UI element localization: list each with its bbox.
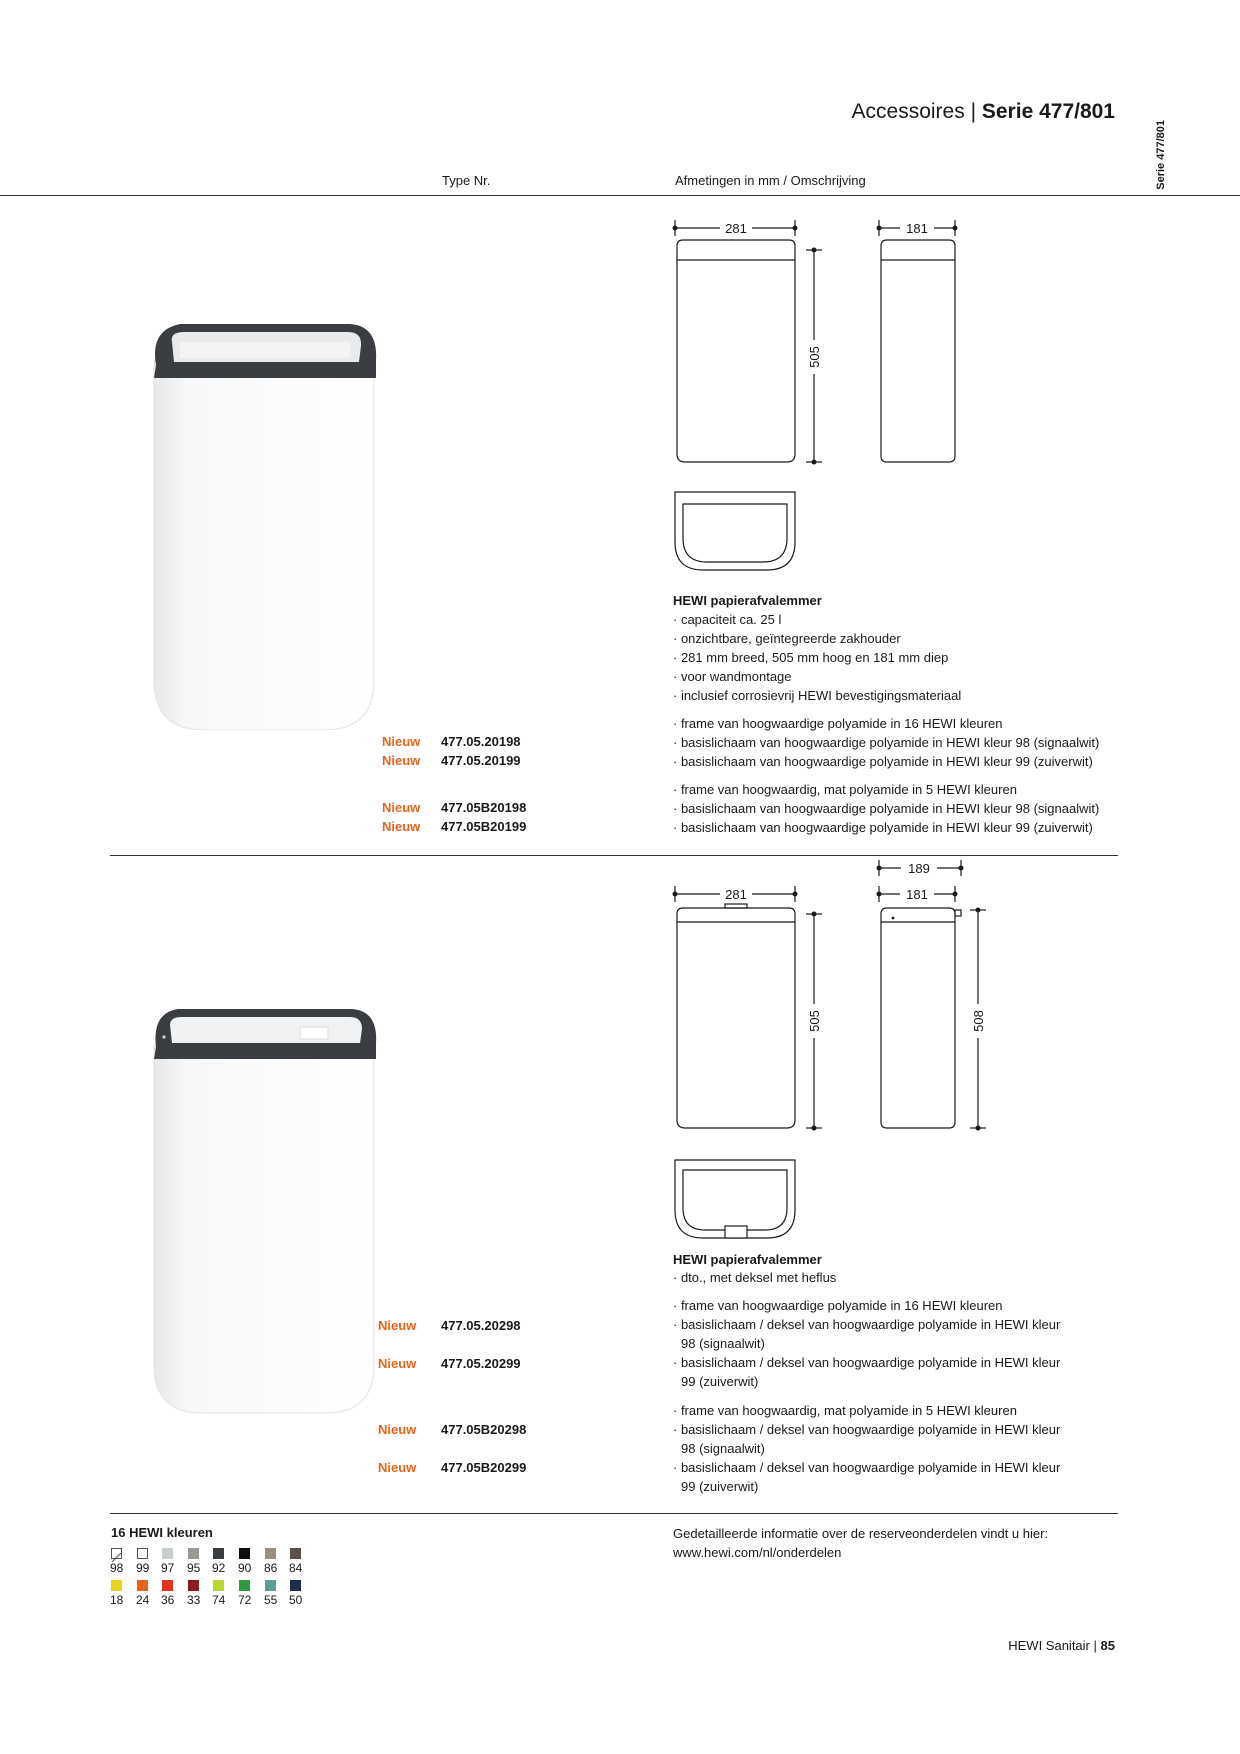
color-swatch (137, 1580, 148, 1591)
group-heading: · frame van hoogwaardig, mat polyamide in 5 HEWI kleuren (673, 782, 1017, 797)
header-series: Serie 477/801 (981, 100, 1115, 123)
color-number: 74 (212, 1593, 226, 1607)
type-number: 477.05B20298 (441, 1422, 527, 1437)
group-heading: · frame van hoogwaardige polyamide in 16 HEWI kleuren (673, 716, 1003, 731)
color-number: 72 (238, 1593, 252, 1607)
color-number: 92 (212, 1561, 226, 1575)
color-number: 50 (289, 1593, 303, 1607)
color-number: 99 (136, 1561, 150, 1575)
new-badge: Nieuw (378, 1356, 417, 1371)
color-swatch (265, 1548, 276, 1559)
item-description: 99 (zuiverwit) (681, 1479, 759, 1494)
item-description: · basislichaam / deksel van hoogwaardige polyamide in HEWI kleur (673, 1460, 1061, 1475)
product2-drawings (665, 858, 995, 1248)
feature-line: · onzichtbare, geïntegreerde zakhouder (673, 631, 901, 646)
p2-dim-height: 505 (807, 1010, 822, 1032)
item-description: · basislichaam / deksel van hoogwaardige polyamide in HEWI kleur (673, 1355, 1061, 1370)
column-header-type: Type Nr. (442, 173, 491, 188)
new-badge: Nieuw (378, 1460, 417, 1475)
colors-title: 16 HEWI kleuren (111, 1525, 213, 1540)
color-number: 98 (110, 1561, 124, 1575)
color-number: 90 (238, 1561, 252, 1575)
color-swatch (265, 1580, 276, 1591)
item-description: 98 (signaalwit) (681, 1336, 765, 1351)
header-category: Accessoires (851, 100, 965, 123)
color-number: 95 (187, 1561, 201, 1575)
product1-photo (150, 320, 380, 730)
footer-separator: | (1093, 1638, 1097, 1653)
color-swatch (111, 1580, 122, 1591)
column-header-dimensions: Afmetingen in mm / Omschrijving (675, 173, 866, 188)
p1-dim-depth: 181 (906, 221, 928, 236)
feature-line: · inclusief corrosievrij HEWI bevestigingsmateriaal (673, 688, 962, 703)
new-badge: Nieuw (382, 734, 421, 749)
header-separator: | (970, 100, 977, 123)
color-number: 36 (161, 1593, 175, 1607)
new-badge: Nieuw (378, 1422, 417, 1437)
color-swatch (239, 1580, 250, 1591)
color-swatch (290, 1580, 301, 1591)
new-badge: Nieuw (382, 819, 421, 834)
page-number: 85 (1100, 1638, 1115, 1653)
item-description: · basislichaam / deksel van hoogwaardige polyamide in HEWI kleur (673, 1422, 1061, 1437)
product2-title: HEWI papierafvalemmer (673, 1252, 822, 1267)
product1-drawings (665, 212, 975, 577)
header-rule (0, 195, 1240, 196)
p1-dim-height: 505 (807, 346, 822, 368)
color-swatch (111, 1548, 122, 1559)
footer-brand: HEWI Sanitair (1008, 1638, 1090, 1653)
side-tab: Serie 477/801 (1155, 120, 1167, 190)
item-description: 98 (signaalwit) (681, 1441, 765, 1456)
section-rule (110, 1513, 1118, 1514)
new-badge: Nieuw (378, 1318, 417, 1333)
color-number: 55 (264, 1593, 278, 1607)
info-text: Gedetailleerde informatie over de reserveonderdelen vindt u hier: (673, 1526, 1049, 1541)
spare-parts-info (673, 1524, 1048, 1562)
color-swatch (188, 1580, 199, 1591)
product1-features (673, 610, 961, 705)
item-description: · basislichaam / deksel van hoogwaardige polyamide in HEWI kleur (673, 1317, 1061, 1332)
page-footer (1008, 1638, 1115, 1653)
item-description: 99 (zuiverwit) (681, 1374, 759, 1389)
color-swatch (162, 1580, 173, 1591)
type-number: 477.05B20199 (441, 819, 527, 834)
item-description: · basislichaam van hoogwaardige polyamide in HEWI kleur 99 (zuiverwit) (673, 754, 1093, 769)
p2-dim-depth: 181 (906, 887, 928, 902)
item-description: · basislichaam van hoogwaardige polyamide in HEWI kleur 98 (signaalwit) (673, 801, 1100, 816)
color-swatch (213, 1548, 224, 1559)
product1-title: HEWI papierafvalemmer (673, 593, 822, 608)
color-swatch (239, 1548, 250, 1559)
color-swatch (290, 1548, 301, 1559)
item-description: · basislichaam van hoogwaardige polyamide in HEWI kleur 98 (signaalwit) (673, 735, 1100, 750)
p1-dim-width: 281 (725, 221, 747, 236)
color-swatch (213, 1580, 224, 1591)
page-header (852, 100, 1115, 124)
section-rule (110, 855, 1118, 856)
color-number: 86 (264, 1561, 278, 1575)
p2-dim-depth-lid: 189 (908, 861, 930, 876)
color-palette (111, 1548, 311, 1638)
feature-line: · capaciteit ca. 25 l (673, 612, 782, 627)
feature-line: · 281 mm breed, 505 mm hoog en 181 mm diep (673, 650, 949, 665)
color-swatch (137, 1548, 148, 1559)
group-heading: · frame van hoogwaardige polyamide in 16 HEWI kleuren (673, 1298, 1003, 1313)
item-description: · basislichaam van hoogwaardige polyamide in HEWI kleur 99 (zuiverwit) (673, 820, 1093, 835)
color-number: 97 (161, 1561, 175, 1575)
color-number: 84 (289, 1561, 303, 1575)
p2-dim-height-lid: 508 (971, 1010, 986, 1032)
color-number: 18 (110, 1593, 124, 1607)
type-number: 477.05.20298 (441, 1318, 521, 1333)
color-number: 24 (136, 1593, 150, 1607)
color-swatch (188, 1548, 199, 1559)
feature-line: · voor wandmontage (673, 669, 792, 684)
new-badge: Nieuw (382, 753, 421, 768)
type-number: 477.05.20198 (441, 734, 521, 749)
p2-dim-width: 281 (725, 887, 747, 902)
group-heading: · frame van hoogwaardig, mat polyamide in 5 HEWI kleuren (673, 1403, 1017, 1418)
product2-photo (150, 1005, 380, 1415)
type-number: 477.05.20299 (441, 1356, 521, 1371)
type-number: 477.05.20199 (441, 753, 521, 768)
feature-line: · dto., met deksel met heflus (673, 1270, 837, 1285)
type-number: 477.05B20299 (441, 1460, 527, 1475)
info-url[interactable]: www.hewi.com/nl/onderdelen (673, 1545, 842, 1560)
type-number: 477.05B20198 (441, 800, 527, 815)
color-swatch (162, 1548, 173, 1559)
new-badge: Nieuw (382, 800, 421, 815)
color-number: 33 (187, 1593, 201, 1607)
